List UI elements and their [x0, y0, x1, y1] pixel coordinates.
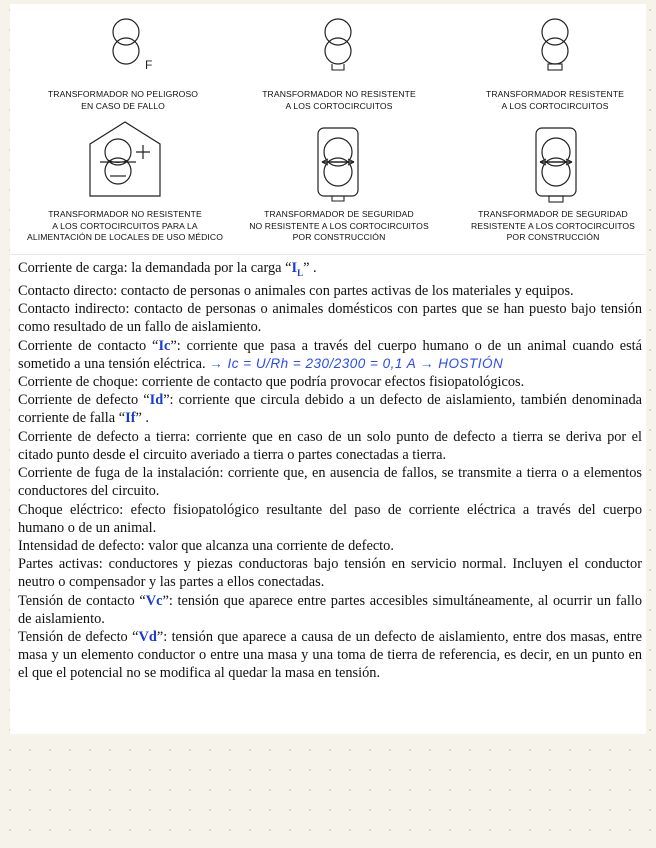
transformer-non-short-circuit-proof-icon — [298, 10, 378, 82]
symbol-caption: TRANSFORMADOR NO RESISTENTE A LOS CORTOCIRCUITOS — [262, 89, 416, 111]
safety-transformer-proof-icon — [512, 122, 600, 204]
transformer-medical-icon — [80, 116, 170, 198]
definition-defecto-tierra: Corriente de defecto a tierra: corriente que en caso de un solo punto de defecto a tierra se deriva por el citado punto desde el circuito averiado a tierra o partes conectadas a tierra. — [18, 428, 642, 463]
definition-tension-contacto: Tensión de contacto “Vc”: tensión que aparece entre partes accesibles simultáneamente, al ocurrir un fallo de aislamiento. — [18, 592, 642, 627]
definition-partes-activas: Partes activas: conductores y piezas conductoras bajo tensión en servicio normal. Incluyen el conductor neutro o compensador y las partes a ellos conectadas. — [18, 556, 642, 591]
definition-intensidad-defecto: Intensidad de defecto: valor que alcanza una corriente de defecto. — [18, 537, 394, 554]
handwritten-annotation: → Ic = U/Rh = 230/2300 = 0,1 A → HOSTIÓN — [209, 355, 504, 371]
definition-corriente-carga: Corriente de carga: la demandada por la carga “$I_L$” . — [18, 260, 317, 278]
definition-tension-defecto: Tensión de defecto “Vd”: tensión que aparece a causa de un defecto de aislamiento, entre dos masas, entre masa y un elemento conductor o entre una masa y una toma de tierra de referencia, es decir, en un punto en el que el potencial no se modifica al quedar la masa en tensión. — [18, 628, 642, 682]
symbol-caption: TRANSFORMADOR NO PELIGROSO EN CASO DE FALLO — [47, 89, 199, 111]
transformer-symbols-figure — [10, 4, 646, 255]
definition-choque-electrico: Choque eléctrico: efecto fisiopatológico resultante del paso de corriente eléctrica a través del cuerpo humano o de un animal. — [18, 501, 642, 536]
symbol-caption: TRANSFORMADOR DE SEGURIDAD NO RESISTENTE A LOS CORTOCIRCUITOS POR CONSTRUCCIÓN — [249, 209, 429, 242]
symbol-caption: TRANSFORMADOR DE SEGURIDAD RESISTENTE A LOS CORTOCIRCUITOS POR CONSTRUCCIÓN — [470, 209, 636, 242]
document-page — [10, 4, 646, 734]
symbol-caption: TRANSFORMADOR RESISTENTE A LOS CORTOCIRCUITOS — [486, 89, 624, 111]
definition-corriente-defecto: Corriente de defecto “Id”: corriente que circula debido a un defecto de aislamiento, también denominada corriente de falla “If” . — [18, 392, 642, 427]
transformer-non-hazardous-icon — [88, 10, 168, 82]
definition-corriente-choque: Corriente de choque: corriente de contacto que podría provocar efectos fisiopatológicos. — [18, 374, 525, 391]
definition-corriente-contacto: Corriente de contacto “Ic”: corriente que pasa a través del cuerpo humano o de un animal cuando está sometido a una tensión eléctrica. → Ic = U/Rh = 230/2300 = 0,1 A → HOSTIÓN — [18, 337, 642, 372]
definition-corriente-fuga: Corriente de fuga de la instalación: corriente que, en ausencia de fallos, se transmite a tierra o a elementos conductores del circuito. — [18, 465, 642, 500]
symbol-caption: TRANSFORMADOR NO RESISTENTE A LOS CORTOCIRCUITOS PARA LA ALIMENTACIÓN DE LOCALES DE USO MÉDICO — [27, 209, 223, 242]
safety-transformer-non-proof-icon — [294, 122, 382, 204]
definition-contacto-indirecto: Contacto indirecto: contacto de personas o animales domésticos con partes que se han puesto bajo tensión como resultado de un fallo de aislamiento. — [18, 301, 642, 336]
definitions-body — [18, 259, 642, 683]
definition-contacto-directo: Contacto directo: contacto de personas o animales con partes activas de los materiales y equipos. — [18, 283, 574, 300]
transformer-short-circuit-proof-icon — [515, 10, 595, 82]
fault-mark-label: F — [145, 58, 153, 72]
